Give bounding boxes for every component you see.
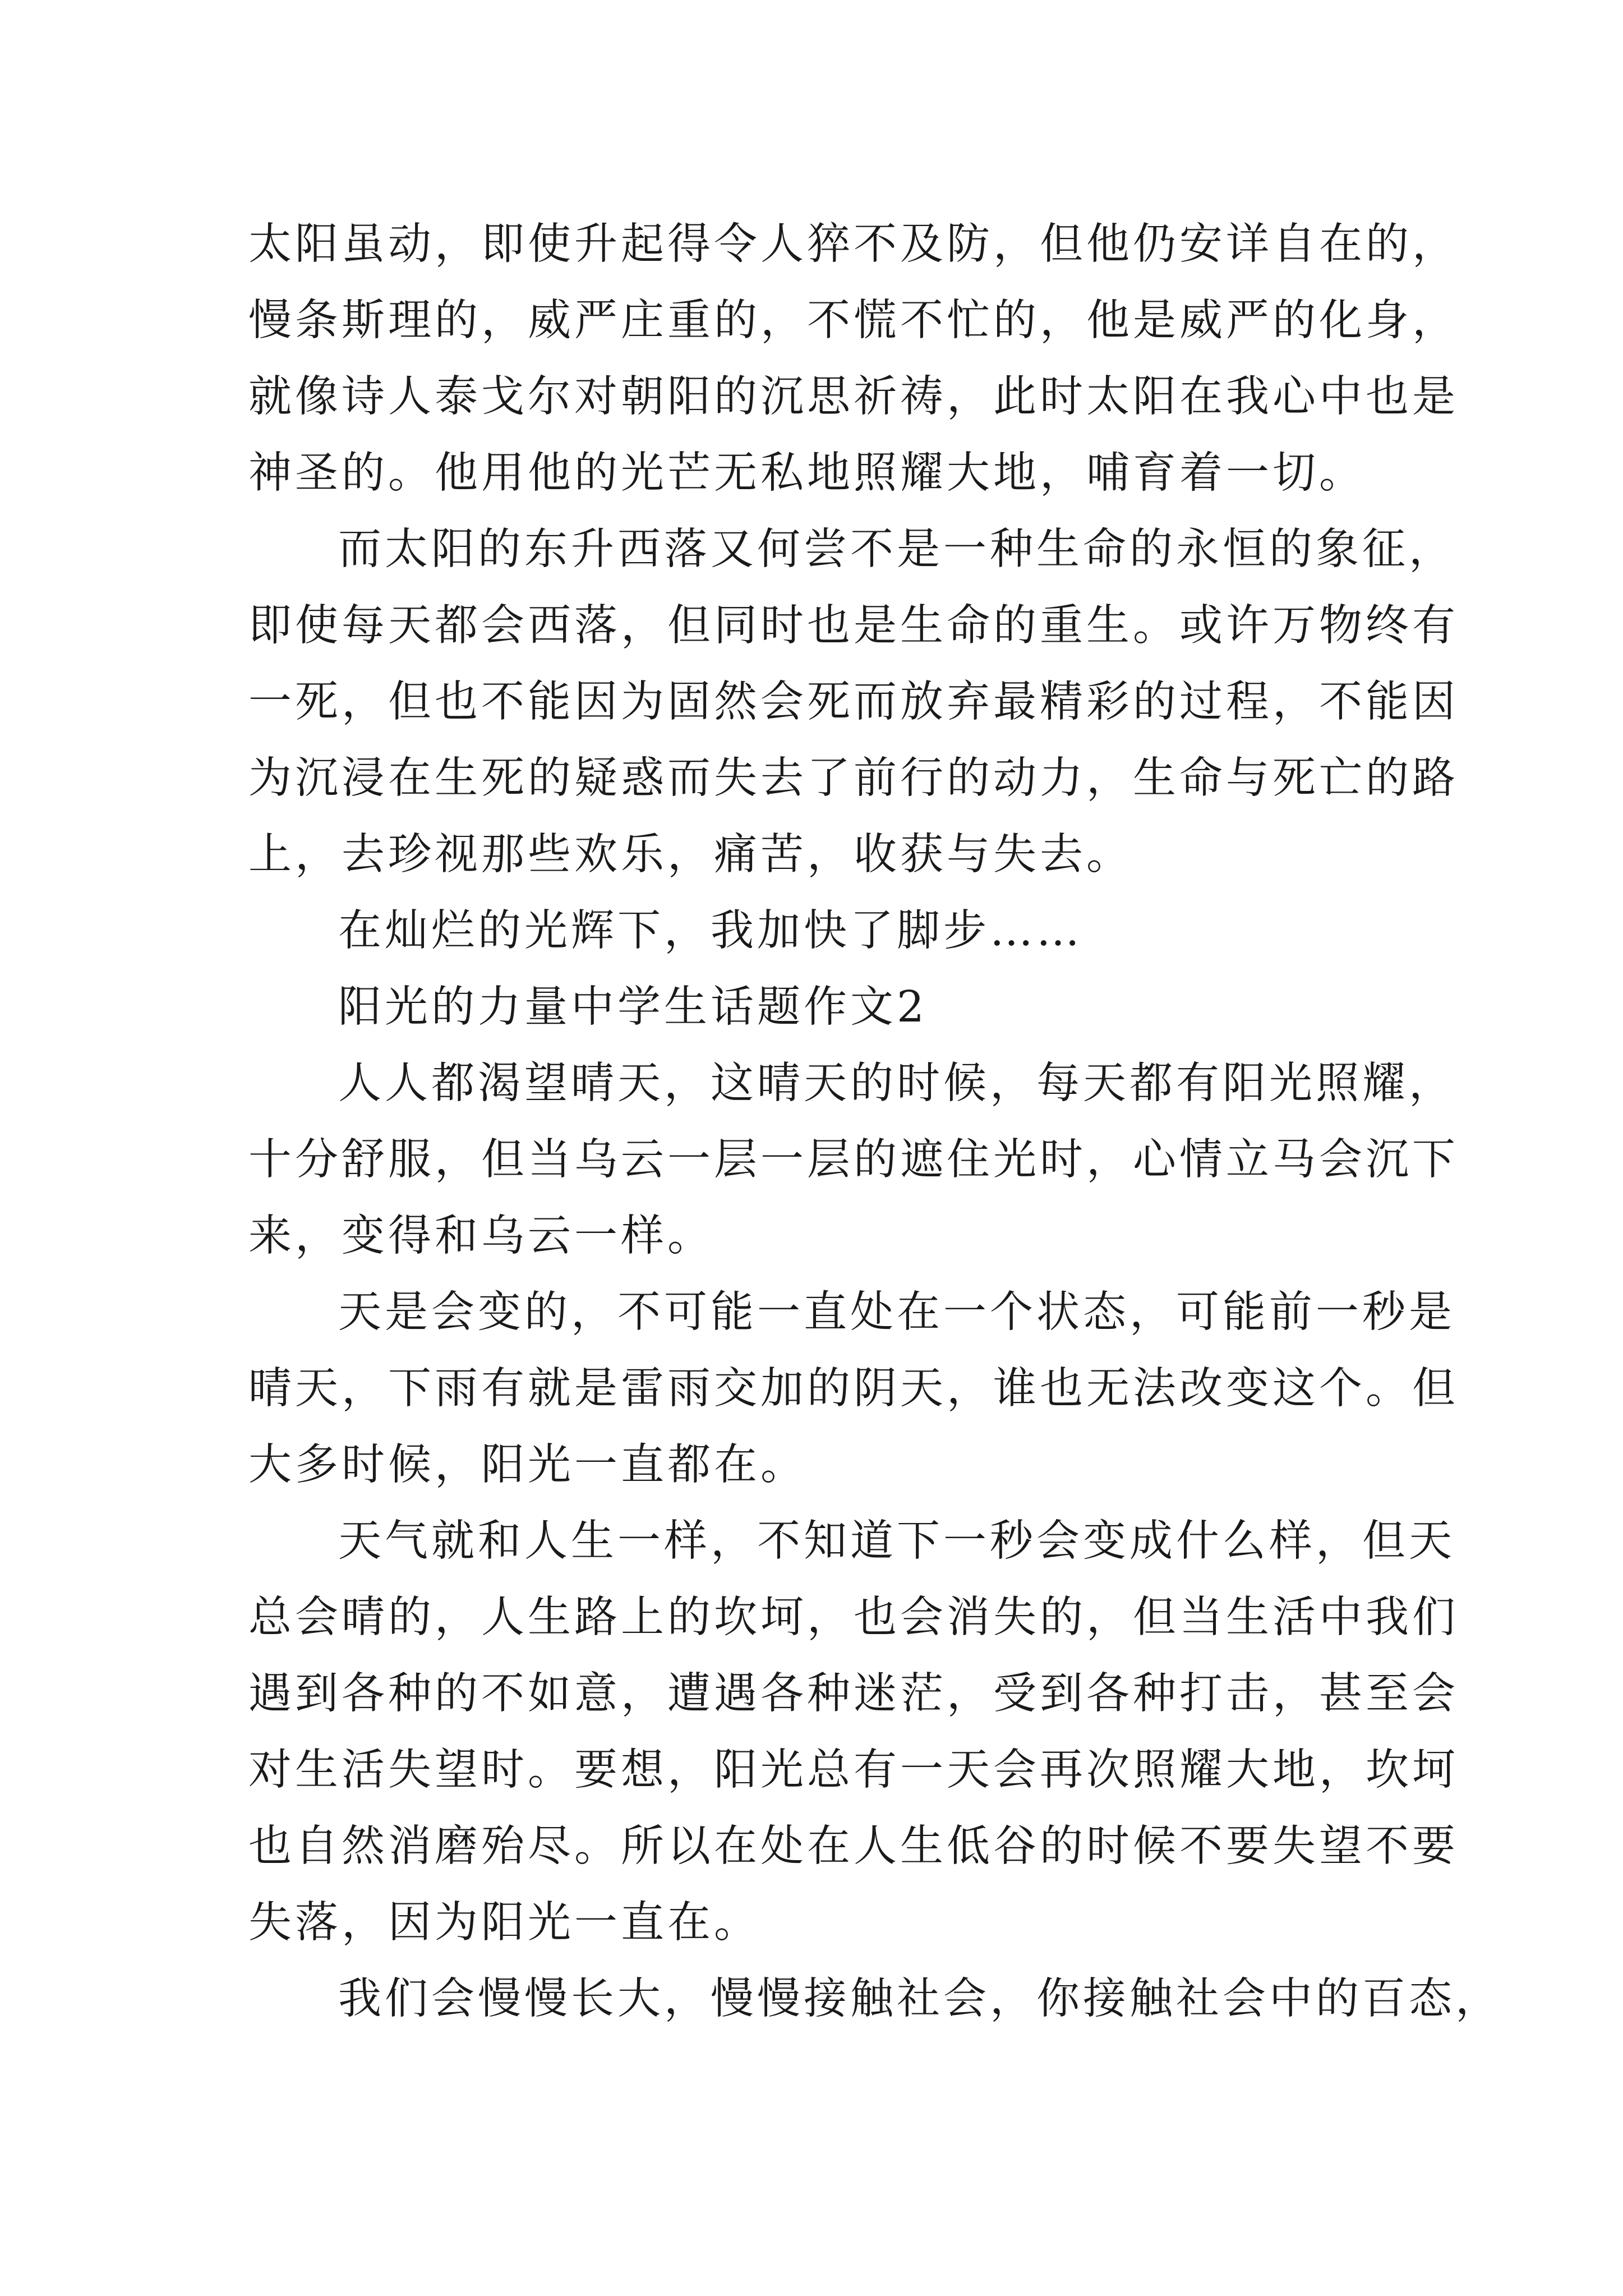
text-line: 太阳虽动，即使升起得令人猝不及防，但他仍安详自在的， xyxy=(248,219,1459,269)
text-line: 总会晴的，人生路上的坎坷，也会消失的，但当生活中我们 xyxy=(248,1593,1459,1642)
text-line: 大多时候，阳光一直都在。 xyxy=(248,1440,807,1490)
text-line: 慢条斯理的，威严庄重的，不慌不忙的，他是威严的化身， xyxy=(248,296,1459,346)
text-line: 十分舒服，但当乌云一层一层的遮住光时，心情立马会沉下 xyxy=(248,1135,1459,1185)
text-line: 来，变得和乌云一样。 xyxy=(248,1211,714,1261)
text-line: 就像诗人泰戈尔对朝阳的沉思祈祷，此时太阳在我心中也是 xyxy=(248,372,1459,422)
section-title: 阳光的力量中学生话题作文2 xyxy=(338,982,928,1032)
text-line: 神圣的。他用他的光芒无私地照耀大地，哺育着一切。 xyxy=(248,448,1366,498)
paragraph-start-line: 天气就和人生一样，不知道下一秒会变成什么样，但天 xyxy=(338,1516,1455,1566)
text-line: 为沉浸在生死的疑惑而失去了前行的动力，生命与死亡的路 xyxy=(248,753,1459,803)
document-body xyxy=(248,206,1502,2037)
text-line: 即使每天都会西落，但同时也是生命的重生。或许万物终有 xyxy=(248,601,1459,651)
paragraph-start-line: 我们会慢慢长大，慢慢接触社会，你接触社会中的百态， xyxy=(338,1974,1502,2024)
text-line: 遇到各种的不如意，遭遇各种迷茫，受到各种打击，甚至会 xyxy=(248,1669,1459,1719)
paragraph-start-line: 天是会变的，不可能一直处在一个状态，可能前一秒是 xyxy=(338,1287,1455,1337)
text-line: 一死，但也不能因为固然会死而放弃最精彩的过程，不能因 xyxy=(248,677,1459,727)
text-line: 上，去珍视那些欢乐，痛苦，收获与失去。 xyxy=(248,830,1133,880)
paragraph-start-line: 而太阳的东升西落又何尝不是一种生命的永恒的象征， xyxy=(338,524,1455,574)
text-line: 失落，因为阳光一直在。 xyxy=(248,1898,760,1948)
text-line: 对生活失望时。要想，阳光总有一天会再次照耀大地，坎坷 xyxy=(248,1745,1459,1795)
paragraph-start-line: 人人都渴望晴天，这晴天的时候，每天都有阳光照耀， xyxy=(338,1059,1455,1108)
text-line: 晴天，下雨有就是雷雨交加的阴天，谁也无法改变这个。但 xyxy=(248,1364,1459,1414)
paragraph-start-line: 在灿烂的光辉下，我加快了脚步…… xyxy=(338,906,1083,956)
text-line: 也自然消磨殆尽。所以在处在人生低谷的时候不要失望不要 xyxy=(248,1821,1459,1871)
